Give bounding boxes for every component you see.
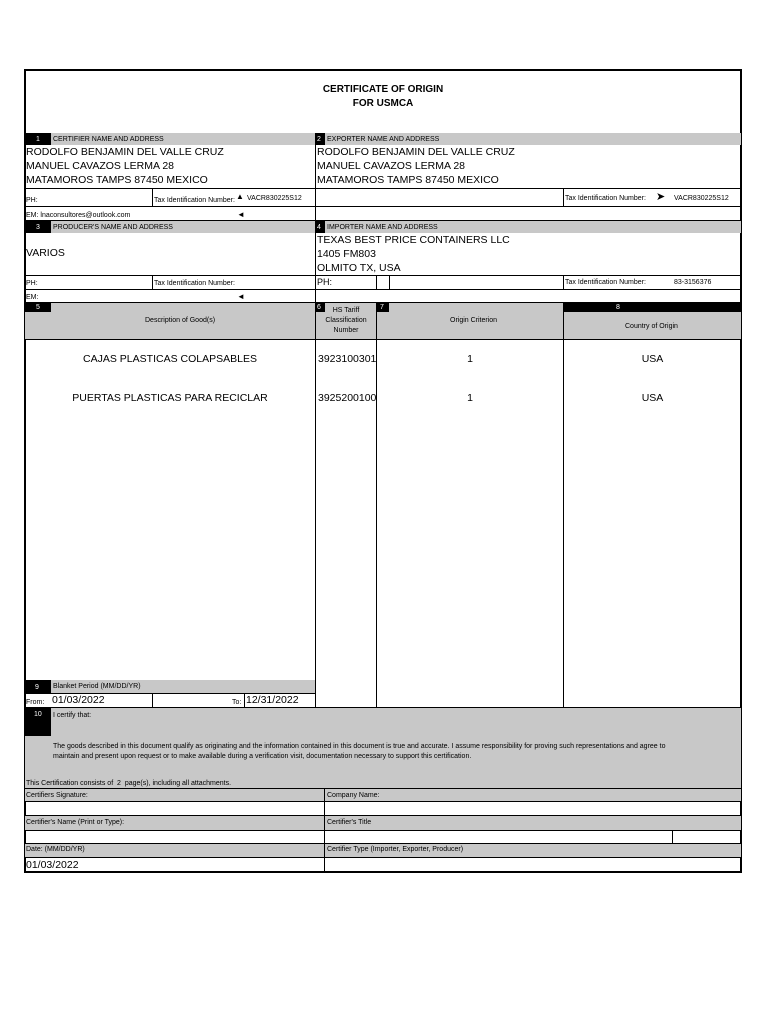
- exporter-address-1[interactable]: MANUEL CAVAZOS LERMA 28: [317, 160, 466, 172]
- divider: [25, 289, 741, 290]
- pages-count-text: [26, 779, 231, 788]
- pages-number[interactable]: 2: [117, 780, 121, 787]
- divider: [25, 830, 741, 831]
- hs-header-line-1: HS Tariff: [332, 307, 360, 314]
- importer-label: IMPORTER NAME AND ADDRESS: [327, 224, 438, 231]
- section-8-number-box: [564, 303, 741, 312]
- form-title: [24, 83, 742, 111]
- signature-label: Certifiers Signature:: [26, 792, 88, 799]
- description-column-header: Description of Good(s): [145, 317, 216, 324]
- section-9-number: 9: [35, 684, 39, 691]
- certification-date[interactable]: 01/03/2022: [26, 859, 79, 871]
- origin-criterion-column-header: Origin Criterion: [450, 317, 498, 324]
- divider: [25, 206, 741, 207]
- divider: [152, 188, 153, 206]
- company-name-label: Company Name:: [327, 792, 380, 799]
- producer-email-label: EM:: [26, 294, 39, 301]
- importer-address-2[interactable]: OLMITO TX, USA: [317, 262, 401, 274]
- blanket-to-label: To:: [232, 699, 242, 706]
- divider: [25, 188, 741, 189]
- certifier-name-label: Certifier's Name (Print or Type):: [26, 819, 125, 826]
- producer-label: PRODUCER'S NAME AND ADDRESS: [53, 224, 173, 231]
- hs-column-header: [316, 306, 376, 336]
- producer-tax-label: Tax Identification Number:: [154, 280, 235, 287]
- certify-label: I certify that:: [53, 712, 92, 719]
- divider: [25, 339, 741, 340]
- producer-name[interactable]: VARIOS: [26, 247, 65, 259]
- section-4-number: 4: [317, 224, 321, 231]
- good-2-criterion[interactable]: 1: [467, 392, 473, 404]
- hs-header-line-2: Classification: [325, 317, 367, 324]
- blanket-from-date[interactable]: 01/03/2022: [52, 694, 105, 706]
- cursor-arrow-icon: ▲: [236, 192, 244, 201]
- divider: [389, 275, 390, 289]
- good-2-description[interactable]: PUERTAS PLASTICAS PARA RECICLAR: [72, 392, 268, 404]
- importer-phone-label: PH:: [317, 277, 333, 287]
- divider: [152, 275, 153, 289]
- divider: [244, 693, 245, 707]
- certifier-email[interactable]: EM: lnaconsultores@outlook.com: [26, 212, 131, 219]
- exporter-name[interactable]: RODOLFO BENJAMIN DEL VALLE CRUZ: [317, 146, 515, 158]
- certification-text-line-2: maintain and present upon request or to make available during a verification visit, documentation necessary to support this certification.: [53, 753, 472, 760]
- blanket-from-label: From:: [26, 699, 45, 706]
- certifier-type-label: Certifier Type (Importer, Exporter, Producer): [327, 846, 464, 853]
- good-1-criterion[interactable]: 1: [467, 353, 473, 365]
- hs-header-line-3: Number: [333, 327, 359, 334]
- section-1-number: 1: [36, 136, 40, 143]
- divider: [25, 275, 741, 276]
- certifier-tax-value[interactable]: VACR830225S12: [247, 195, 302, 202]
- country-column-header: Country of Origin: [625, 323, 678, 330]
- good-1-hs-number[interactable]: 3923100301: [318, 353, 377, 365]
- section-6-number: 6: [317, 304, 321, 311]
- divider: [563, 188, 564, 206]
- pages-suffix: page(s), including all attachments.: [124, 780, 232, 787]
- producer-phone-label: PH:: [26, 280, 38, 287]
- exporter-tax-value[interactable]: VACR830225S12: [674, 195, 729, 202]
- section-3-number: 3: [36, 224, 40, 231]
- good-2-country[interactable]: USA: [641, 392, 664, 404]
- title-line-1: CERTIFICATE OF ORIGIN: [322, 84, 444, 95]
- exporter-label: EXPORTER NAME AND ADDRESS: [327, 136, 440, 143]
- divider: [152, 693, 153, 707]
- divider: [25, 801, 741, 802]
- section-10-number: 10: [34, 711, 42, 718]
- cursor-arrow-icon: ◄: [237, 210, 245, 219]
- blanket-to-date[interactable]: 12/31/2022: [246, 694, 299, 706]
- exporter-address-2[interactable]: MATAMOROS TAMPS 87450 MEXICO: [317, 174, 499, 186]
- section-7-number: 7: [380, 304, 384, 311]
- certifier-name[interactable]: RODOLFO BENJAMIN DEL VALLE CRUZ: [26, 146, 224, 158]
- importer-name[interactable]: TEXAS BEST PRICE CONTAINERS LLC: [317, 234, 510, 246]
- certification-text-line-1: The goods described in this document qualify as originating and the information contained in this document is true and accurate. I assume responsibility for proving such representations and agree to: [53, 743, 666, 750]
- importer-address-1[interactable]: 1405 FM803: [317, 248, 376, 260]
- exporter-tax-label: Tax Identification Number:: [565, 195, 646, 202]
- blanket-period-label: Blanket Period (MM/DD/YR): [53, 683, 141, 690]
- divider: [376, 275, 377, 289]
- divider: [315, 303, 316, 707]
- certifier-address-1[interactable]: MANUEL CAVAZOS LERMA 28: [26, 160, 175, 172]
- certifier-tax-label: Tax Identification Number:: [154, 197, 235, 204]
- importer-tax-value[interactable]: 83-3156376: [674, 279, 712, 286]
- certifier-title-label: Certifier's Title: [327, 819, 372, 826]
- divider: [25, 857, 741, 858]
- good-2-hs-number[interactable]: 3925200100: [318, 392, 377, 404]
- good-1-country[interactable]: USA: [641, 353, 664, 365]
- divider: [315, 133, 316, 303]
- divider: [563, 275, 564, 289]
- certifier-address-2[interactable]: MATAMOROS TAMPS 87450 MEXICO: [26, 174, 208, 186]
- title-line-2: FOR USMCA: [352, 98, 414, 109]
- pages-prefix: This Certification consists of: [26, 780, 114, 787]
- cursor-arrow-icon: ➤: [656, 191, 666, 203]
- cursor-arrow-icon: ◄: [237, 292, 245, 301]
- divider: [324, 788, 325, 872]
- section-5-number: 5: [36, 304, 40, 311]
- certifier-label: CERTIFIER NAME AND ADDRESS: [53, 136, 164, 143]
- certifier-name-label-row: [25, 816, 741, 830]
- section-2-number: 2: [317, 136, 321, 143]
- date-label: Date: (MM/DD/YR): [26, 846, 85, 853]
- section-8-number: 8: [616, 304, 620, 311]
- divider: [672, 830, 673, 843]
- certifier-phone-label: PH:: [26, 197, 38, 204]
- signature-label-row: [25, 789, 741, 801]
- good-1-description[interactable]: CAJAS PLASTICAS COLAPSABLES: [83, 353, 257, 365]
- importer-tax-label: Tax Identification Number:: [565, 279, 646, 286]
